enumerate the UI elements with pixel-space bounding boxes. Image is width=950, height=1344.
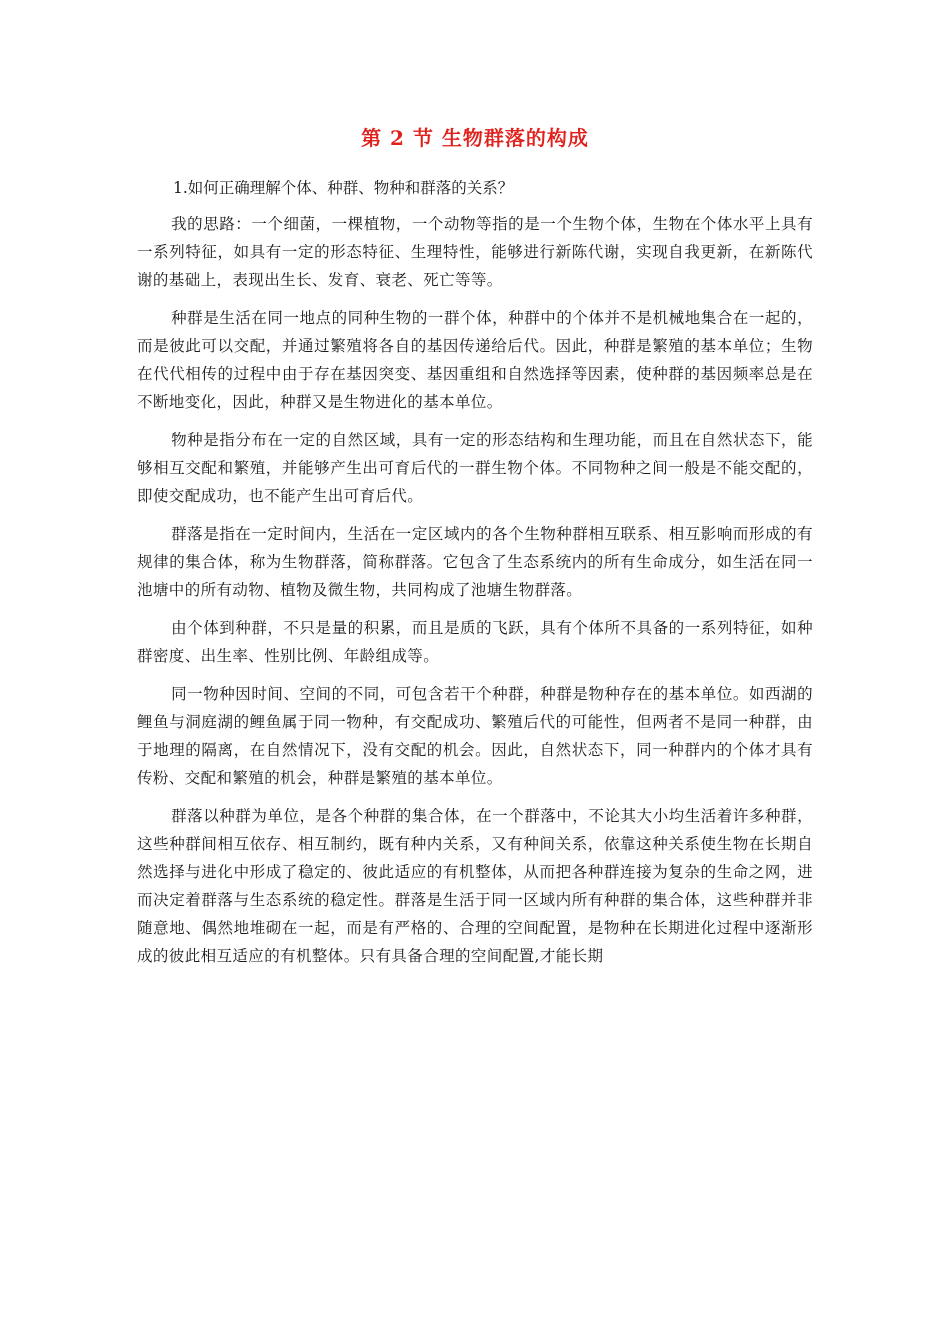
paragraph-community: 群落是指在一定时间内，生活在一定区域内的各个生物种群相互联系、相互影响而形成的有规律的集合体，称为生物群落，简称群落。它包含了生态系统内的所有生命成分，如生活在同一池塘中的所有动物、植物及微生物，共同构成了池塘生物群落。 [137, 525, 813, 599]
paragraph-species-populations: 同一物种因时间、空间的不同，可包含若干个种群，种群是物种存在的基本单位。如西湖的鲤鱼与洞庭湖的鲤鱼属于同一物种，有交配成功、繁殖后代的可能性，但两者不是同一种群，由于地理的隔离，在自然情况下，没有交配的机会。因此，自然状态下，同一种群内的个体才具有传粉、交配和繁殖的机会，种群是繁殖的基本单位。 [137, 685, 813, 787]
paragraph-thinking: 我的思路：一个细菌，一棵植物，一个动物等指的是一个生物个体，生物在个体水平上具有一系列特征，如具有一定的形态特征、生理特性，能够进行新陈代谢，实现自我更新，在新陈代谢的基础上，表现出生长、发育、衰老、死亡等等。 [137, 215, 813, 289]
question-heading: 1.如何正确理解个体、种群、物种和群落的关系？ [173, 179, 514, 197]
page-title: 第 2 节 生物群落的构成 [361, 126, 589, 150]
document-body [137, 175, 813, 980]
paragraph-species: 物种是指分布在一定的自然区域，具有一定的形态结构和生理功能，而且在自然状态下，能够相互交配和繁殖，并能够产生出可育后代的一群生物个体。不同物种之间一般是不能交配的，即使交配成功，也不能产生出可育后代。 [137, 431, 813, 505]
paragraph-individual-to-population: 由个体到种群，不只是量的积累，而且是质的飞跃，具有个体所不具备的一系列特征，如种群密度、出生率、性别比例、年龄组成等。 [137, 619, 813, 665]
paragraph-population: 种群是生活在同一地点的同种生物的一群个体，种群中的个体并不是机械地集合在一起的，而是彼此可以交配，并通过繁殖将各自的基因传递给后代。因此，种群是繁殖的基本单位；生物在代代相传的过程中由于存在基因突变、基因重组和自然选择等因素，使种群的基因频率总是在不断地变化，因此，种群又是生物进化的基本单位。 [137, 309, 813, 411]
paragraph-community-structure: 群落以种群为单位，是各个种群的集合体，在一个群落中，不论其大小均生活着许多种群，这些种群间相互依存、相互制约，既有种内关系，又有种间关系，依靠这种关系使生物在长期自然选择与进化中形成了稳定的、彼此适应的有机整体，从而把各种群连接为复杂的生命之网，进而决定着群落与生态系统的稳定性。群落是生活于同一区域内所有种群的集合体，这些种群并非随意地、偶然地堆砌在一起，而是有严格的、合理的空间配置，是物种在长期进化过程中逐渐形成的彼此相互适应的有机整体。只有具备合理的空间配置,才能长期 [137, 807, 813, 965]
